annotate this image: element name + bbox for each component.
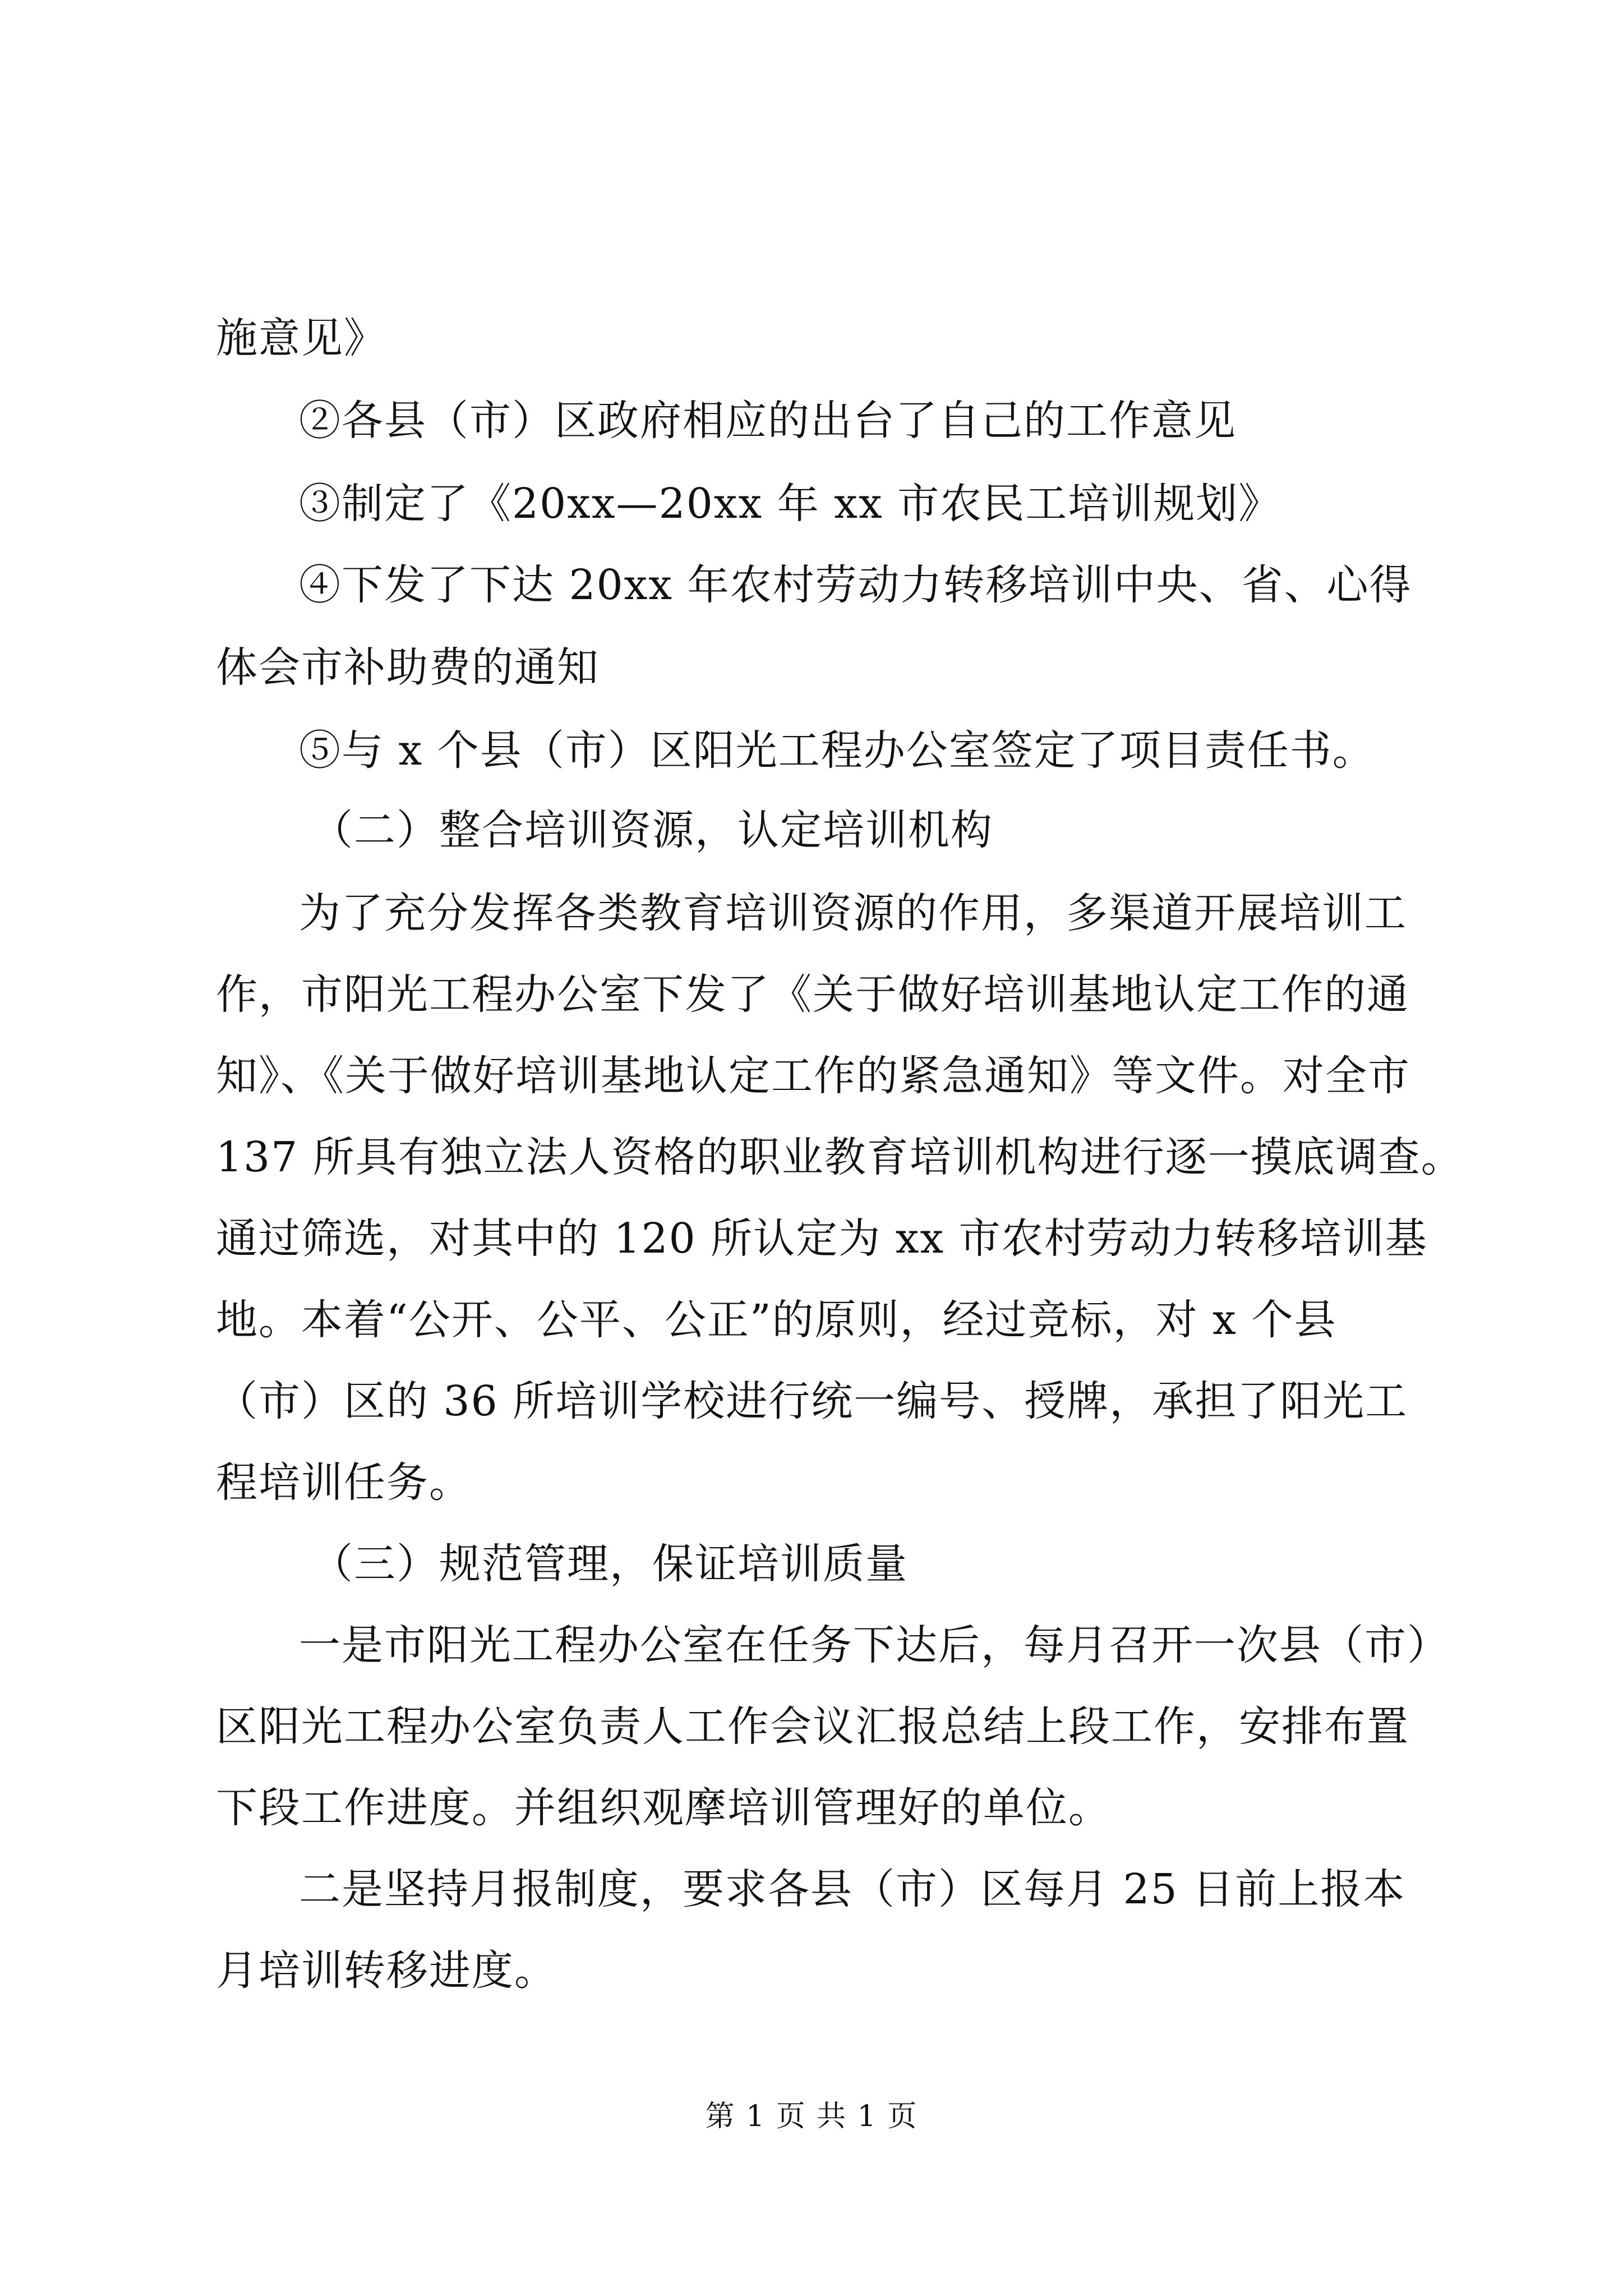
text-line: 程培训任务。	[216, 1458, 472, 1507]
text-line: 地。本着“公开、公平、公正”的原则，经过竞标，对 x 个县	[216, 1296, 1337, 1344]
text-line: ②各县（市）区政府相应的出台了自己的工作意见	[299, 397, 1237, 445]
text-line: 137 所具有独立法人资格的职业教育培训机构进行逐一摸底调查。	[216, 1133, 1464, 1181]
text-line: 一是市阳光工程办公室在任务下达后，每月召开一次县（市）	[299, 1621, 1450, 1669]
section-heading: （二）整合培训资源，认定培训机构	[311, 806, 993, 854]
text-line: ④下发了下达 20xx 年农村劳动力转移培训中央、省、心得	[299, 561, 1412, 609]
text-line: 月培训转移进度。	[216, 1947, 557, 1995]
text-line: （市）区的 36 所培训学校进行统一编号、授牌，承担了阳光工	[216, 1377, 1408, 1425]
text-line: 下段工作进度。并组织观摩培训管理好的单位。	[216, 1784, 1111, 1832]
text-line: 知》、《关于做好培训基地认定工作的紧急通知》等文件。对全市	[216, 1052, 1410, 1100]
text-line: 施意见》	[216, 314, 386, 362]
text-line: ③制定了《20xx—20xx 年 xx 市农民工培训规划》	[299, 480, 1281, 528]
text-line: 二是坚持月报制度，要求各县（市）区每月 25 日前上报本	[299, 1865, 1406, 1913]
text-line: 作，市阳光工程办公室下发了《关于做好培训基地认定工作的通	[216, 970, 1409, 1019]
text-line: 通过筛选，对其中的 120 所认定为 xx 市农村劳动力转移培训基	[216, 1214, 1428, 1263]
text-line: ⑤与 x 个县（市）区阳光工程办公室签定了项目责任书。	[299, 726, 1375, 775]
text-line: 为了充分发挥各类教育培训资源的作用，多渠道开展培训工	[299, 889, 1407, 937]
page-number-footer: 第 1 页 共 1 页	[705, 2100, 918, 2133]
section-heading: （三）规范管理，保证培训质量	[311, 1540, 908, 1588]
text-line: 体会市补助费的通知	[216, 643, 600, 692]
text-line: 区阳光工程办公室负责人工作会议汇报总结上段工作，安排布置	[216, 1703, 1409, 1751]
